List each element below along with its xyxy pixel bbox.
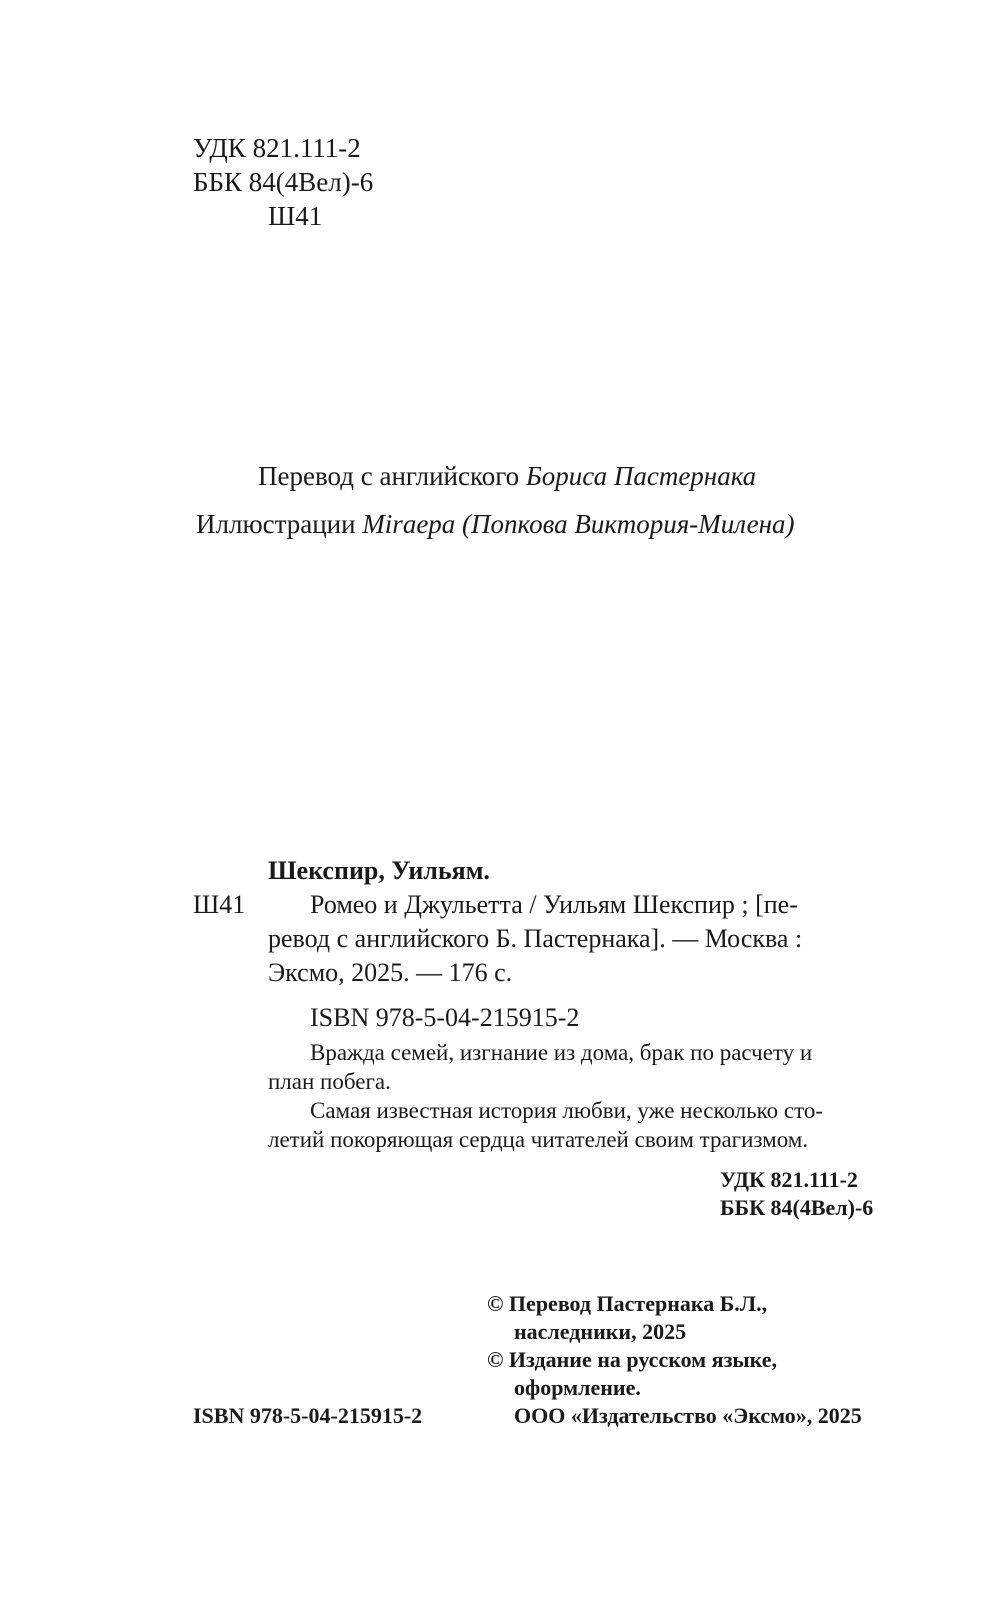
translation-prefix: Перевод с английского	[258, 461, 526, 491]
annotation-line-2: план побега.	[268, 1069, 391, 1094]
illustrator-name: Miraepa (Попкова Виктория-Милена)	[362, 509, 795, 539]
annotation-line-1: Вражда семей, изгнание из дома, брак по расчету и	[310, 1040, 813, 1065]
translation-credit	[258, 460, 756, 492]
annotation-line-4: летий покоряющая сердца читателей своим трагизмом.	[268, 1127, 809, 1152]
udk-code-top: УДК 821.111-2	[193, 133, 361, 163]
card-title-line-2: ревод с английского Б. Пастернака]. — Москва :	[268, 924, 803, 953]
author-sign-top: Ш41	[268, 201, 323, 231]
bbk-code-card: ББК 84(4Вел)-6	[720, 1195, 874, 1220]
copyright-line-4: оформление.	[514, 1375, 641, 1400]
card-title-line-1: Ромео и Джульетта / Уильям Шекспир ; [пе-	[310, 890, 798, 919]
copyright-line-3: © Издание на русском языке,	[487, 1347, 777, 1372]
card-sign: Ш41	[193, 890, 246, 919]
illustration-credit	[196, 508, 795, 540]
card-isbn: ISBN 978-5-04-215915-2	[310, 1003, 580, 1032]
copyright-line-1: © Перевод Пастернака Б.Л.,	[487, 1291, 768, 1316]
card-author: Шекспир, Уильям.	[268, 856, 490, 885]
udk-code-card: УДК 821.111-2	[720, 1167, 858, 1192]
copyright-line-2: наследники, 2025	[514, 1319, 687, 1344]
annotation-line-3: Самая известная история любви, уже несколько сто-	[310, 1098, 824, 1123]
copyright-line-5: ООО «Издательство «Эксмо», 2025	[514, 1403, 862, 1428]
illustration-prefix: Иллюстрации	[196, 509, 363, 539]
bbk-code-top: ББК 84(4Вел)-6	[193, 167, 374, 197]
card-title-line-3: Эксмо, 2025. — 176 с.	[268, 958, 513, 987]
isbn-bottom: ISBN 978-5-04-215915-2	[193, 1403, 423, 1428]
translator-name: Бориса Пастернака	[525, 461, 757, 491]
